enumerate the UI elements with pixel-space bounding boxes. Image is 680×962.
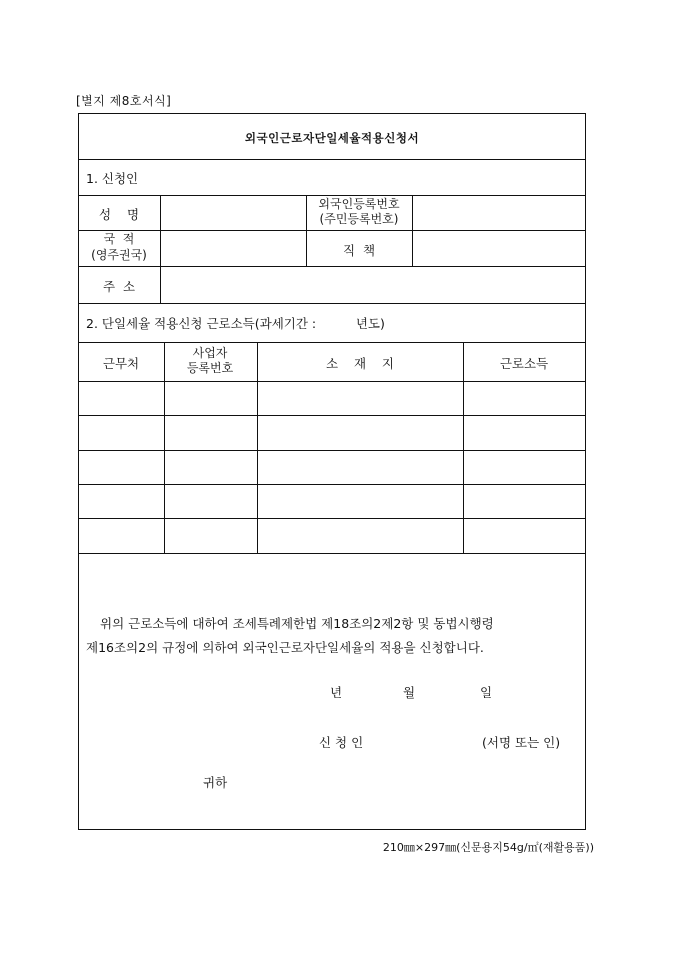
recipient-label: 귀하 [203,775,228,790]
nationality-label: 국 적 [103,232,135,246]
paper-size-note: 210㎜×297㎜(신문용지54g/㎡(재활용품)) [382,841,594,854]
divider [78,553,586,554]
divider [412,195,413,266]
column-business-number: 사업자 [192,346,228,360]
divider [78,484,586,485]
divider [78,230,586,231]
column-workplace: 근무처 [102,356,140,371]
signature-label: (서명 또는 인) [482,735,561,750]
column-income: 근로소득 [499,356,549,371]
column-location: 소 재 지 [325,356,395,371]
divider [78,266,586,267]
divider [78,518,586,519]
section2-heading: 2. 단일세율 적용신청 근로소득(과세기간 : 년도) [86,316,385,331]
resident-number-label: (주민등록번호) [319,212,399,226]
applicant-label: 신 청 인 [319,735,364,750]
divider [306,195,307,266]
divider [78,381,586,382]
name-label: 성 명 [98,207,140,222]
divider [164,342,165,553]
divider [160,195,161,303]
permanent-residence-label: (영주권국) [91,248,147,262]
divider [78,415,586,416]
divider [78,342,586,343]
position-label: 직 책 [342,243,376,258]
declaration-line-2: 제16조의2의 규정에 의하여 외국인근로자단일세율의 적용을 신청합니다. [86,640,484,655]
column-business-number-sub: 등록번호 [186,361,234,375]
date-month: 월 [403,685,416,700]
form-title: 외국인근로자단일세율적용신청서 [244,131,420,145]
registration-number-label: 외국인등록번호 [318,197,400,211]
divider [78,195,586,196]
divider [78,303,586,304]
address-label: 주 소 [102,279,136,294]
section1-heading: 1. 신청인 [86,171,139,186]
declaration-line-1: 위의 근로소득에 대하여 조세특례제한법 제18조의2제2항 및 동법시행령 [100,616,494,631]
divider [78,159,586,160]
divider [257,342,258,553]
date-day: 일 [480,685,493,700]
form-number-label: [별지 제8호서식] [76,94,172,108]
divider [463,342,464,553]
divider [78,450,586,451]
date-year: 년 [330,685,343,700]
